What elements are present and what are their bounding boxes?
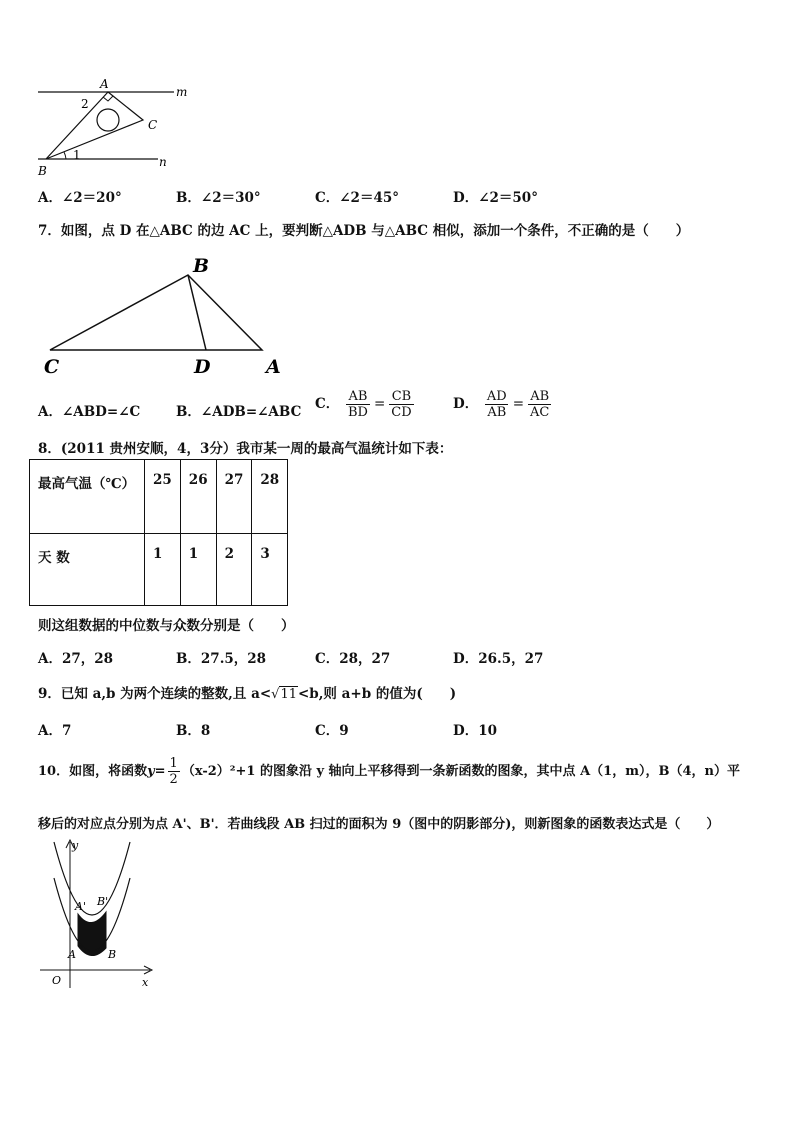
q9-option-b[interactable]: B．8 — [176, 723, 211, 739]
q7-stem: 7．如图，点 D 在△ABC 的边 AC 上，要判断△ADB 与△ABC 相似，添加一个条件，不正确的是（ ） — [38, 223, 690, 239]
q9-stem: 9．已知 a,b 为两个连续的整数,且 a<√11<b,则 a+b 的值为( ) — [38, 686, 457, 702]
sqrt-11: √11 — [271, 687, 297, 702]
fraction: $\frac{1}{2}$ — [169, 756, 178, 787]
label-a: A — [100, 77, 109, 91]
q8-stem: 8．(2011 贵州安顺，4，3分）我市某一周的最高气温统计如下表： — [38, 441, 453, 457]
label-o: O — [52, 974, 62, 987]
fraction: $\frac{AB}{BD}$ — [347, 389, 368, 420]
circle-shape — [97, 109, 119, 131]
q10-figure — [36, 838, 166, 994]
label-a: A — [68, 948, 76, 961]
q9-option-a[interactable]: A．7 — [38, 723, 72, 739]
table-cell: 2 — [216, 534, 252, 606]
shifted-parabola — [54, 842, 130, 915]
table-cell: 1 — [180, 534, 216, 606]
table-cell: 26 — [180, 460, 216, 534]
q7-figure — [38, 250, 298, 380]
q10-line1: 10．如图，将函数y= $\frac{1}{2}$ （x-2）²+1 的图象沿 y 轴向上平移得到一条新函数的图象，其中点 A（1，m），B（4，n）平 — [38, 756, 740, 787]
q8-question: 则这组数据的中位数与众数分别是（ ） — [38, 618, 295, 634]
q7-option-a[interactable]: A．∠ABD=∠C — [38, 404, 141, 420]
table-row-label: 最高气温（℃） — [30, 460, 145, 534]
label-c: C — [44, 356, 60, 378]
angle-1-arc — [64, 152, 66, 159]
q6-option-a[interactable]: A．∠2＝20° — [38, 190, 122, 206]
label-x: x — [142, 976, 149, 989]
label-n: n — [159, 155, 167, 169]
q9-option-c[interactable]: C．9 — [315, 723, 349, 739]
triangle-abc — [50, 275, 262, 350]
q8-option-b[interactable]: B．27.5，28 — [176, 651, 267, 667]
q7-option-d[interactable]: D． $\frac{AD}{AB}$ = $\frac{AB}{AC}$ — [453, 389, 550, 420]
table-row-label: 天 数 — [30, 534, 145, 606]
label-a-prime: A' — [75, 900, 86, 913]
table-cell: 25 — [145, 460, 181, 534]
label-b: B — [38, 164, 47, 178]
fraction: $\frac{AB}{AC}$ — [530, 389, 550, 420]
label-c: C — [148, 118, 158, 132]
fraction: $\frac{AD}{AB}$ — [486, 389, 507, 420]
q10-line2: 移后的对应点分别为点 A'、B'．若曲线段 AB 扫过的面积为 9（图中的阴影部分)，则新图象的函数表达式是（ ） — [38, 817, 720, 832]
label-b: B — [193, 255, 210, 277]
label-d: D — [194, 356, 211, 378]
q7-option-c[interactable]: C． $\frac{AB}{BD}$ = $\frac{CB}{CD}$ — [315, 389, 412, 420]
label-y: y — [72, 839, 79, 852]
table-cell: 3 — [252, 534, 288, 606]
temperature-table — [29, 459, 288, 606]
q6-option-b[interactable]: B．∠2＝30° — [176, 190, 261, 206]
right-angle-mark — [103, 96, 113, 101]
segment-bd — [188, 275, 206, 350]
label-m: m — [176, 85, 188, 99]
q7-option-c-prefix: C． — [315, 396, 340, 412]
q8-option-c[interactable]: C．28，27 — [315, 651, 391, 667]
q6-option-d[interactable]: D．∠2＝50° — [453, 190, 538, 206]
table-cell: 27 — [216, 460, 252, 534]
label-b-prime: B' — [97, 895, 109, 908]
label-1: 1 — [73, 148, 81, 162]
q8-option-d[interactable]: D．26.5，27 — [453, 651, 544, 667]
label-b: B — [108, 948, 117, 961]
fraction: $\frac{CB}{CD}$ — [391, 389, 412, 420]
q7-option-b[interactable]: B．∠ADB=∠ABC — [176, 404, 302, 420]
label-a: A — [266, 356, 281, 378]
q7-option-d-prefix: D． — [453, 396, 479, 412]
label-2: 2 — [81, 97, 89, 111]
q8-option-a[interactable]: A．27，28 — [38, 651, 114, 667]
table-cell: 28 — [252, 460, 288, 534]
table-cell: 1 — [145, 534, 181, 606]
q6-option-c[interactable]: C．∠2＝45° — [315, 190, 399, 206]
triangle-abc — [46, 92, 143, 159]
q6-figure — [30, 76, 200, 178]
shaded-region — [78, 912, 106, 956]
q9-option-d[interactable]: D．10 — [453, 723, 497, 739]
